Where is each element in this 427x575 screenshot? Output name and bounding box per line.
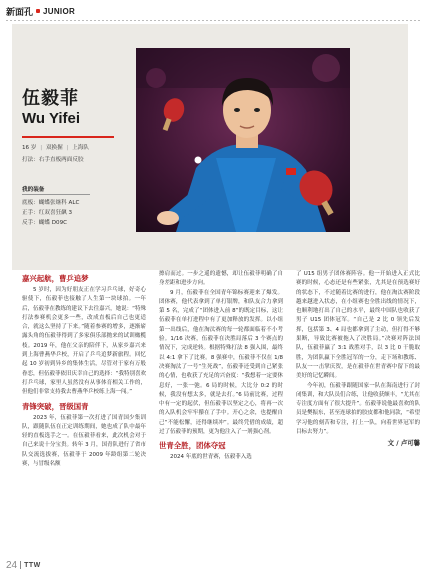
- player-hand: 双换握: [45, 145, 63, 151]
- article-column-3: [296, 270, 420, 449]
- subhead-national-youth: 青锋突破，晋级国青: [22, 401, 89, 411]
- section-title-cn: 新面孔: [6, 7, 34, 18]
- player-name-en: Wu Yifei: [22, 110, 81, 127]
- footer-divider: [20, 561, 21, 569]
- subhead-jiaxing: 嘉兴起航，曹乒追梦: [22, 274, 89, 283]
- player-name-cn: 伍毅菲: [22, 88, 79, 109]
- player-city: 上海队: [72, 145, 89, 151]
- player-age: 16 岁: [22, 145, 37, 151]
- equipment-title: 我的装备: [22, 187, 45, 193]
- article-column-2: [159, 270, 283, 463]
- paragraph: 擦肩而过。一步之遥的遗憾，却让伍毅菲明确了自身差距和进步方向。: [159, 271, 283, 287]
- section-header: [6, 4, 75, 18]
- section-dot: [36, 9, 40, 13]
- equipment-backhand: 反手：蝴蝶 D09C: [22, 220, 68, 226]
- header-divider: [6, 20, 421, 21]
- article-column-1: [22, 270, 146, 469]
- magazine-brand: TTW: [24, 561, 41, 569]
- equipment-blade: 底板：蝴蝶张继科 ALC: [22, 200, 80, 206]
- page-footer: [6, 558, 421, 572]
- equipment-divider: [22, 194, 90, 195]
- author-byline: 文 / 卢可馨: [387, 439, 420, 448]
- paragraph: 2024 年底的世青赛，伍毅菲入选: [170, 454, 252, 461]
- info-separator: |: [66, 145, 69, 151]
- name-underline: [22, 136, 114, 138]
- player-basic-info: [22, 144, 89, 152]
- paragraph: 了 U15 组男子团体赛阵容。他一开始进入正式比赛的时候，心态还是有些紧张，尤其是在预选赛好的状态下，不过随着比赛的进行，他在淘汰赛阶段越来越进入状态，在小组赛也全胜出线的情况下，也顺利地打出了自己的水平，最终中国队也收获了男子 U15 团体冠军。“自己是 2 比 0 领先后发挥，包括第 3、4 局也都拿到了主动，但打得不够果断，导致比赛被拖入了决胜局。”决赛对阵法国队，伍毅菲赢了 3:1 战胜对手，以 3 比 0 干脆取胜，为团队赢下全胜冠军的一分，走下场和教练、队友一一击掌庆贺，是在毅菲在世青赛中留下的最美好的记忆瞬间。: [296, 271, 420, 380]
- player-style: 打法：右手直板两面反胶: [22, 157, 84, 163]
- info-separator: |: [40, 145, 43, 151]
- equipment-list: [22, 198, 79, 228]
- article-body: [12, 270, 420, 556]
- paragraph: 9 月，伍毅菲在全国青年锦标赛迎来了爆发。团体赛，他代表拿到了单打银牌，和队友合力拿到第 5 名，完成了“团体进入前 8”的既定目标，这让伍毅菲在单打进程中有了更加释放的发挥。以小组第一出线后，他在淘汰赛的每一轮都面临着不小考验。1/16 决赛，伍毅菲在决胜局落后 3 个赛点的情况下，完成逆转。根据特殊打法 8 强入围，最终以 4:1 拿下了比赛。8 强赛中，伍毅菲不仅在 1/8 决赛淘汰了一号“生死战”，伍毅菲还受到自己紧张的心情，也收获了充足的兴奋度：“我想着一定要休息好，一张一弛。6 局的时候，大比分 0:2 的时候，我没有想太多，就是去打。”6 局前比赛，过程中有一定的起伏，但伍毅菲以坚定之心，将再一次的入队机会牢牢攥在了手中。开心之余，也提醒自己“不能松懈，还得继续冲”。最终凭借的成绩，超过了伍毅菲的预期，更为他注入了一剂强心剂。: [159, 289, 283, 436]
- section-title-en: JUNIOR: [43, 6, 76, 16]
- equipment-forehand: 正手：红双喜狂飙 3: [22, 210, 73, 216]
- paragraph: 2023 年，伍毅菲第一次打进了国青国少集训队，跟随队伍在正定训练期间，她也成了队中最年轻的直板选手之一。在伍毅菲看来，此次机会对于自己来说十分宝贵。转年 3 月，国青队进行了省市队交流选拔赛，伍毅菲于 2009 年龄组第二轮决赛，与冒级名额: [22, 414, 146, 468]
- page-number: 24: [6, 559, 18, 571]
- subhead-world-youth: 世青全胜，团体夺冠: [159, 441, 226, 451]
- paragraph: 今年初，伍毅菲跟随国家一队在海南进行了封闭集训，和大队员们合练，让他收获颇丰，“尤其在专注度方面有了很大提升”。伍毅菲说他最喜欢的队员是樊振东，甚至连球拍的胶皮都和他同款，“希望学习他的刻苦和专注，打上一队，向着世界冠军的目标去努力”。: [296, 382, 420, 436]
- player-photo: [136, 48, 350, 232]
- paragraph: 5 岁时，因为好朋友正在学习乒乓球，好奇心驱使下，伍毅菲也接触了人生第一块球拍。一年后，伍毅菲在教练的建议下去往嘉兴，她说：“特殊打法参赛机会更多一些，改成直板后自己也更适合，就这么坚持了下来。”随着参赛的增多，逐渐崭露头角的伍毅菲得到了多家俱乐部抛来的试训橄榄枝。2019 年，他在父亲的陪伴下，从家乡嘉兴来到上海曹燕华乒校，开启了乒乓追梦新旅程。回忆起 10 岁初到异乡的集体生活，尽管对于家有万般眷恋，但伍毅菲依旧庆幸自己的选择：“我特别喜欢打乒乓球，家里人虽然没有从事体育相关工作的，但他们非常支持我去曹燕华乒校练上海一闯。”: [22, 287, 146, 396]
